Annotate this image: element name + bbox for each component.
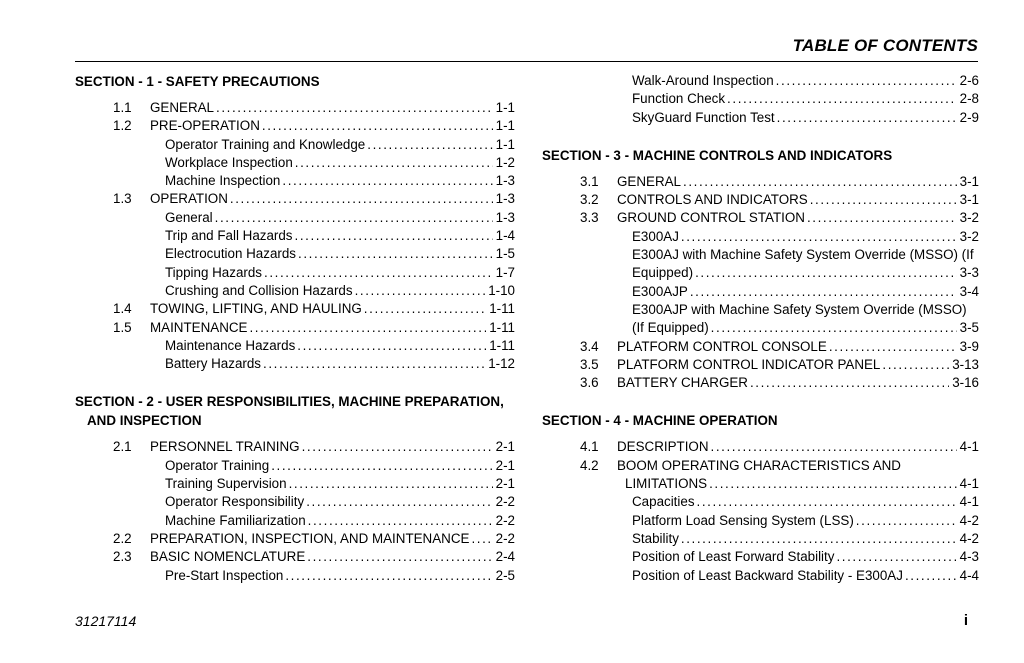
toc-entry-page: 1-1 bbox=[495, 136, 515, 152]
toc-entry-page: 1-3 bbox=[495, 173, 515, 189]
toc-entry-number: 1.2 bbox=[113, 118, 132, 134]
dot-leader bbox=[230, 190, 493, 208]
dot-leader bbox=[711, 438, 957, 456]
toc-entry[interactable] bbox=[542, 457, 979, 475]
section-heading-line: SECTION - 2 - USER RESPONSIBILITIES, MACHINE PREPARATION, bbox=[75, 394, 504, 410]
toc-entry-page: 3-1 bbox=[959, 192, 979, 208]
footer-doc-number: 31217114 bbox=[75, 613, 137, 629]
toc-entry-title: DESCRIPTION bbox=[617, 439, 709, 455]
toc-entry-page: 1-12 bbox=[488, 356, 515, 372]
toc-entry[interactable] bbox=[75, 457, 515, 475]
toc-entry[interactable] bbox=[75, 264, 515, 282]
toc-entry-page: 1-11 bbox=[489, 319, 515, 335]
toc-entry-number: 1.3 bbox=[113, 191, 132, 207]
toc-entry[interactable] bbox=[542, 301, 979, 319]
toc-entry-title: Function Check bbox=[632, 91, 726, 107]
section-heading bbox=[75, 392, 515, 430]
dot-leader bbox=[471, 530, 492, 548]
toc-left-column bbox=[75, 72, 515, 585]
toc-entry-page: 3-1 bbox=[959, 173, 979, 189]
section-heading bbox=[75, 72, 515, 91]
dot-leader bbox=[263, 355, 485, 373]
toc-entry[interactable] bbox=[542, 548, 979, 566]
dot-leader bbox=[249, 319, 486, 337]
toc-entry-page: 2-8 bbox=[959, 91, 979, 107]
toc-entry-number: 2.2 bbox=[113, 530, 132, 546]
toc-entry-page: 1-5 bbox=[495, 246, 515, 262]
toc-entry-page: 4-1 bbox=[959, 476, 979, 492]
toc-entry[interactable] bbox=[75, 567, 515, 585]
toc-entry-page: 1-1 bbox=[495, 118, 515, 134]
toc-entry-title: PRE-OPERATION bbox=[150, 118, 260, 134]
header-rule bbox=[75, 61, 978, 62]
spacer bbox=[542, 165, 979, 173]
dot-leader bbox=[295, 154, 493, 172]
toc-entry[interactable] bbox=[75, 99, 515, 117]
toc-entry-title: Battery Hazards bbox=[165, 356, 262, 372]
dot-leader bbox=[727, 90, 957, 108]
section-heading bbox=[542, 146, 979, 165]
dot-leader bbox=[289, 475, 493, 493]
dot-leader bbox=[302, 438, 493, 456]
dot-leader bbox=[282, 172, 492, 190]
toc-entry-number: 4.1 bbox=[580, 439, 599, 455]
toc-entry-page: 1-11 bbox=[489, 337, 515, 353]
toc-entry[interactable] bbox=[542, 283, 979, 301]
spacer bbox=[75, 91, 515, 99]
toc-entry[interactable] bbox=[542, 338, 979, 356]
toc-entry-page: 4-4 bbox=[959, 567, 979, 583]
dot-leader bbox=[829, 338, 957, 356]
page-header-title: TABLE OF CONTENTS bbox=[792, 36, 978, 55]
toc-entry-title: Platform Load Sensing System (LSS) bbox=[632, 512, 854, 528]
toc-entry-page: 1-7 bbox=[495, 264, 515, 280]
toc-entry-title: Machine Familiarization bbox=[165, 512, 306, 528]
toc-entry-title: OPERATION bbox=[150, 191, 228, 207]
dot-leader bbox=[308, 512, 493, 530]
toc-entry-title: Pre-Start Inspection bbox=[165, 567, 284, 583]
toc-entry[interactable] bbox=[542, 567, 979, 585]
toc-entry[interactable] bbox=[75, 209, 515, 227]
toc-entry-page: 4-2 bbox=[959, 530, 979, 546]
toc-entry-title: Walk-Around Inspection bbox=[632, 73, 774, 88]
toc-entry-page: 2-2 bbox=[495, 494, 515, 510]
toc-entry-title: E300AJ bbox=[632, 228, 679, 244]
toc-entry[interactable] bbox=[75, 337, 515, 355]
dot-leader bbox=[307, 548, 492, 566]
toc-entry-title: Tipping Hazards bbox=[165, 264, 263, 280]
dot-leader bbox=[262, 117, 493, 135]
dot-leader bbox=[364, 300, 486, 318]
dot-leader bbox=[271, 457, 492, 475]
toc-entry[interactable] bbox=[75, 438, 515, 456]
toc-entry[interactable] bbox=[75, 136, 515, 154]
toc-entry[interactable] bbox=[75, 530, 515, 548]
dot-leader bbox=[711, 319, 957, 337]
footer-page-number: i bbox=[963, 612, 968, 629]
toc-entry-title: General bbox=[165, 209, 213, 225]
toc-entry-number: 1.1 bbox=[113, 100, 132, 115]
toc-entry[interactable] bbox=[542, 493, 979, 511]
toc-entry-title: Capacities bbox=[632, 494, 695, 510]
toc-entry-number: 3.3 bbox=[580, 210, 599, 226]
toc-entry-title: Operator Training bbox=[165, 457, 270, 473]
toc-entry[interactable] bbox=[75, 355, 515, 373]
toc-entry-page: 3-3 bbox=[959, 265, 979, 281]
spacer bbox=[542, 430, 979, 438]
toc-entry-title: Position of Least Forward Stability bbox=[632, 549, 835, 565]
toc-entry[interactable] bbox=[542, 246, 979, 264]
toc-entry-page: 3-2 bbox=[959, 210, 979, 226]
section-heading-line: SECTION - 3 - MACHINE CONTROLS AND INDICATORS bbox=[542, 147, 893, 163]
toc-entry[interactable] bbox=[542, 90, 979, 108]
toc-entry-continuation[interactable] bbox=[542, 475, 979, 493]
toc-entry-page: 4-2 bbox=[959, 512, 979, 528]
toc-entry[interactable] bbox=[542, 72, 979, 90]
toc-entry-page: 2-1 bbox=[495, 457, 515, 473]
dot-leader bbox=[882, 356, 949, 374]
dot-leader bbox=[807, 209, 957, 227]
toc-entry[interactable] bbox=[542, 109, 979, 127]
toc-entry-page: 2-6 bbox=[959, 73, 979, 88]
toc-entry-title: Electrocution Hazards bbox=[165, 246, 296, 262]
toc-entry-title: Crushing and Collision Hazards bbox=[165, 282, 353, 298]
dot-leader bbox=[215, 209, 493, 227]
toc-entry-title: Workplace Inspection bbox=[165, 154, 293, 170]
toc-entry[interactable] bbox=[542, 209, 979, 227]
toc-entry-number: 3.5 bbox=[580, 356, 599, 372]
toc-entry[interactable] bbox=[542, 228, 979, 246]
toc-entry-page: 2-2 bbox=[495, 512, 515, 528]
dot-leader bbox=[295, 227, 493, 245]
toc-entry-title: GENERAL bbox=[617, 173, 681, 189]
toc-entry[interactable] bbox=[75, 282, 515, 300]
toc-entry-page: 2-1 bbox=[495, 439, 515, 455]
toc-entry-number: 3.1 bbox=[580, 173, 599, 189]
toc-entry-title-continued: (If Equipped) bbox=[632, 320, 709, 336]
toc-entry-title: Machine Inspection bbox=[165, 173, 281, 189]
section-heading-line: SECTION - 1 - SAFETY PRECAUTIONS bbox=[75, 74, 320, 89]
dot-leader bbox=[750, 374, 949, 392]
toc-entry-page: 1-11 bbox=[489, 301, 515, 317]
toc-entry-page: 1-10 bbox=[488, 282, 515, 298]
dot-leader bbox=[681, 530, 957, 548]
toc-entry-page: 3-13 bbox=[952, 356, 979, 372]
spacer bbox=[75, 430, 515, 438]
toc-entry-title: Trip and Fall Hazards bbox=[165, 228, 293, 244]
toc-entry-page: 2-2 bbox=[495, 530, 515, 546]
dot-leader bbox=[285, 567, 492, 585]
toc-entry-number: 1.5 bbox=[113, 319, 132, 335]
toc-entry-page: 4-1 bbox=[959, 439, 979, 455]
toc-entry-title: Position of Least Backward Stability - E300AJ bbox=[632, 567, 903, 583]
toc-entry[interactable] bbox=[75, 300, 515, 318]
toc-entry-page: 2-4 bbox=[495, 549, 515, 565]
toc-entry-title: GROUND CONTROL STATION bbox=[617, 210, 805, 226]
toc-entry-number: 1.4 bbox=[113, 301, 132, 317]
section-heading-line: AND INSPECTION bbox=[87, 413, 202, 429]
toc-right-column bbox=[542, 72, 979, 585]
toc-entry[interactable] bbox=[75, 172, 515, 190]
dot-leader bbox=[306, 493, 492, 511]
toc-entry-number: 3.4 bbox=[580, 338, 599, 354]
toc-entry[interactable] bbox=[75, 117, 515, 135]
dot-leader bbox=[905, 567, 957, 585]
toc-entry-page: 4-3 bbox=[959, 549, 979, 565]
dot-leader bbox=[697, 493, 957, 511]
toc-entry-number: 2.3 bbox=[113, 549, 132, 565]
toc-entry[interactable] bbox=[75, 475, 515, 493]
toc-entry[interactable] bbox=[542, 512, 979, 530]
toc-entry-page: 3-5 bbox=[959, 320, 979, 336]
dot-leader bbox=[810, 191, 957, 209]
toc-entry-page: 1-3 bbox=[495, 209, 515, 225]
toc-entry-title: PREPARATION, INSPECTION, AND MAINTENANCE bbox=[150, 530, 470, 546]
toc-entry-title: Training Supervision bbox=[165, 476, 287, 492]
toc-entry-page: 3-16 bbox=[952, 375, 979, 391]
toc-entry[interactable] bbox=[75, 493, 515, 511]
toc-entry[interactable] bbox=[542, 374, 979, 392]
toc-entry[interactable] bbox=[542, 438, 979, 456]
toc-entry-page: 1-4 bbox=[495, 228, 515, 244]
dot-leader bbox=[690, 283, 957, 301]
toc-entry[interactable] bbox=[542, 530, 979, 548]
dot-leader bbox=[367, 136, 492, 154]
toc-entry-number: 3.6 bbox=[580, 375, 599, 391]
toc-entry-number: 4.2 bbox=[580, 457, 599, 473]
dot-leader bbox=[776, 72, 957, 90]
dot-leader bbox=[695, 264, 957, 282]
toc-entry-title: E300AJP with Machine Safety System Override (MSSO) bbox=[632, 301, 967, 317]
toc-entry-title: PERSONNEL TRAINING bbox=[150, 439, 300, 455]
dot-leader bbox=[683, 173, 957, 191]
dot-leader bbox=[709, 475, 957, 493]
dot-leader bbox=[264, 264, 493, 282]
toc-entry[interactable] bbox=[75, 154, 515, 172]
dot-leader bbox=[298, 245, 493, 263]
toc-entry[interactable] bbox=[75, 548, 515, 566]
toc-entry[interactable] bbox=[542, 191, 979, 209]
toc-entry[interactable] bbox=[75, 245, 515, 263]
toc-entry-title-continued: Equipped) bbox=[632, 265, 694, 281]
dot-leader bbox=[681, 228, 957, 246]
toc-entry[interactable] bbox=[542, 173, 979, 191]
toc-entry-title: PLATFORM CONTROL CONSOLE bbox=[617, 338, 827, 354]
toc-entry-page: 4-1 bbox=[959, 494, 979, 510]
toc-entry[interactable] bbox=[542, 356, 979, 374]
dot-leader bbox=[777, 109, 957, 127]
dot-leader bbox=[836, 548, 956, 566]
toc-entry-title: E300AJP bbox=[632, 283, 688, 299]
toc-entry-page: 2-9 bbox=[959, 109, 979, 125]
toc-entry-page: 3-2 bbox=[959, 228, 979, 244]
section-heading bbox=[542, 411, 979, 430]
toc-entry-continuation[interactable] bbox=[542, 319, 979, 337]
toc-entry-number: 2.1 bbox=[113, 439, 132, 455]
toc-entry-title: Operator Training and Knowledge bbox=[165, 136, 366, 152]
toc-entry-title: TOWING, LIFTING, AND HAULING bbox=[150, 301, 362, 317]
toc-entry-number: 3.2 bbox=[580, 192, 599, 208]
toc-entry[interactable] bbox=[75, 227, 515, 245]
toc-entry-title: Operator Responsibility bbox=[165, 494, 305, 510]
toc-entry-continuation[interactable] bbox=[542, 264, 979, 282]
toc-entry-page: 1-1 bbox=[495, 100, 515, 115]
toc-entry-title: E300AJ with Machine Safety System Override (MSSO) (If bbox=[632, 247, 974, 263]
toc-entry-page: 1-2 bbox=[495, 154, 515, 170]
toc-entry-title: CONTROLS AND INDICATORS bbox=[617, 192, 808, 208]
toc-entry-page: 1-3 bbox=[495, 191, 515, 207]
toc-entry-title: PLATFORM CONTROL INDICATOR PANEL bbox=[617, 356, 881, 372]
toc-entry-title: BATTERY CHARGER bbox=[617, 375, 748, 391]
toc-entry-title: BASIC NOMENCLATURE bbox=[150, 549, 306, 565]
dot-leader bbox=[355, 282, 486, 300]
section-heading-line: SECTION - 4 - MACHINE OPERATION bbox=[542, 413, 778, 429]
toc-entry-title: Maintenance Hazards bbox=[165, 337, 296, 353]
toc-entry-page: 3-4 bbox=[959, 283, 979, 299]
toc-entry[interactable] bbox=[75, 512, 515, 530]
toc-entry-page: 3-9 bbox=[959, 338, 979, 354]
toc-entry-title-continued: LIMITATIONS bbox=[625, 476, 708, 492]
dot-leader bbox=[856, 512, 957, 530]
toc-entry-page: 2-1 bbox=[495, 476, 515, 492]
dot-leader bbox=[216, 99, 493, 117]
toc-entry-title: Stability bbox=[632, 530, 679, 546]
toc-entry-title: BOOM OPERATING CHARACTERISTICS AND bbox=[617, 457, 901, 473]
toc-entry-title: SkyGuard Function Test bbox=[632, 109, 775, 125]
toc-entry[interactable] bbox=[75, 319, 515, 337]
toc-entry-page: 2-5 bbox=[495, 567, 515, 583]
toc-entry[interactable] bbox=[75, 190, 515, 208]
toc-entry-title: GENERAL bbox=[150, 100, 214, 115]
toc-entry-title: MAINTENANCE bbox=[150, 319, 248, 335]
dot-leader bbox=[297, 337, 486, 355]
